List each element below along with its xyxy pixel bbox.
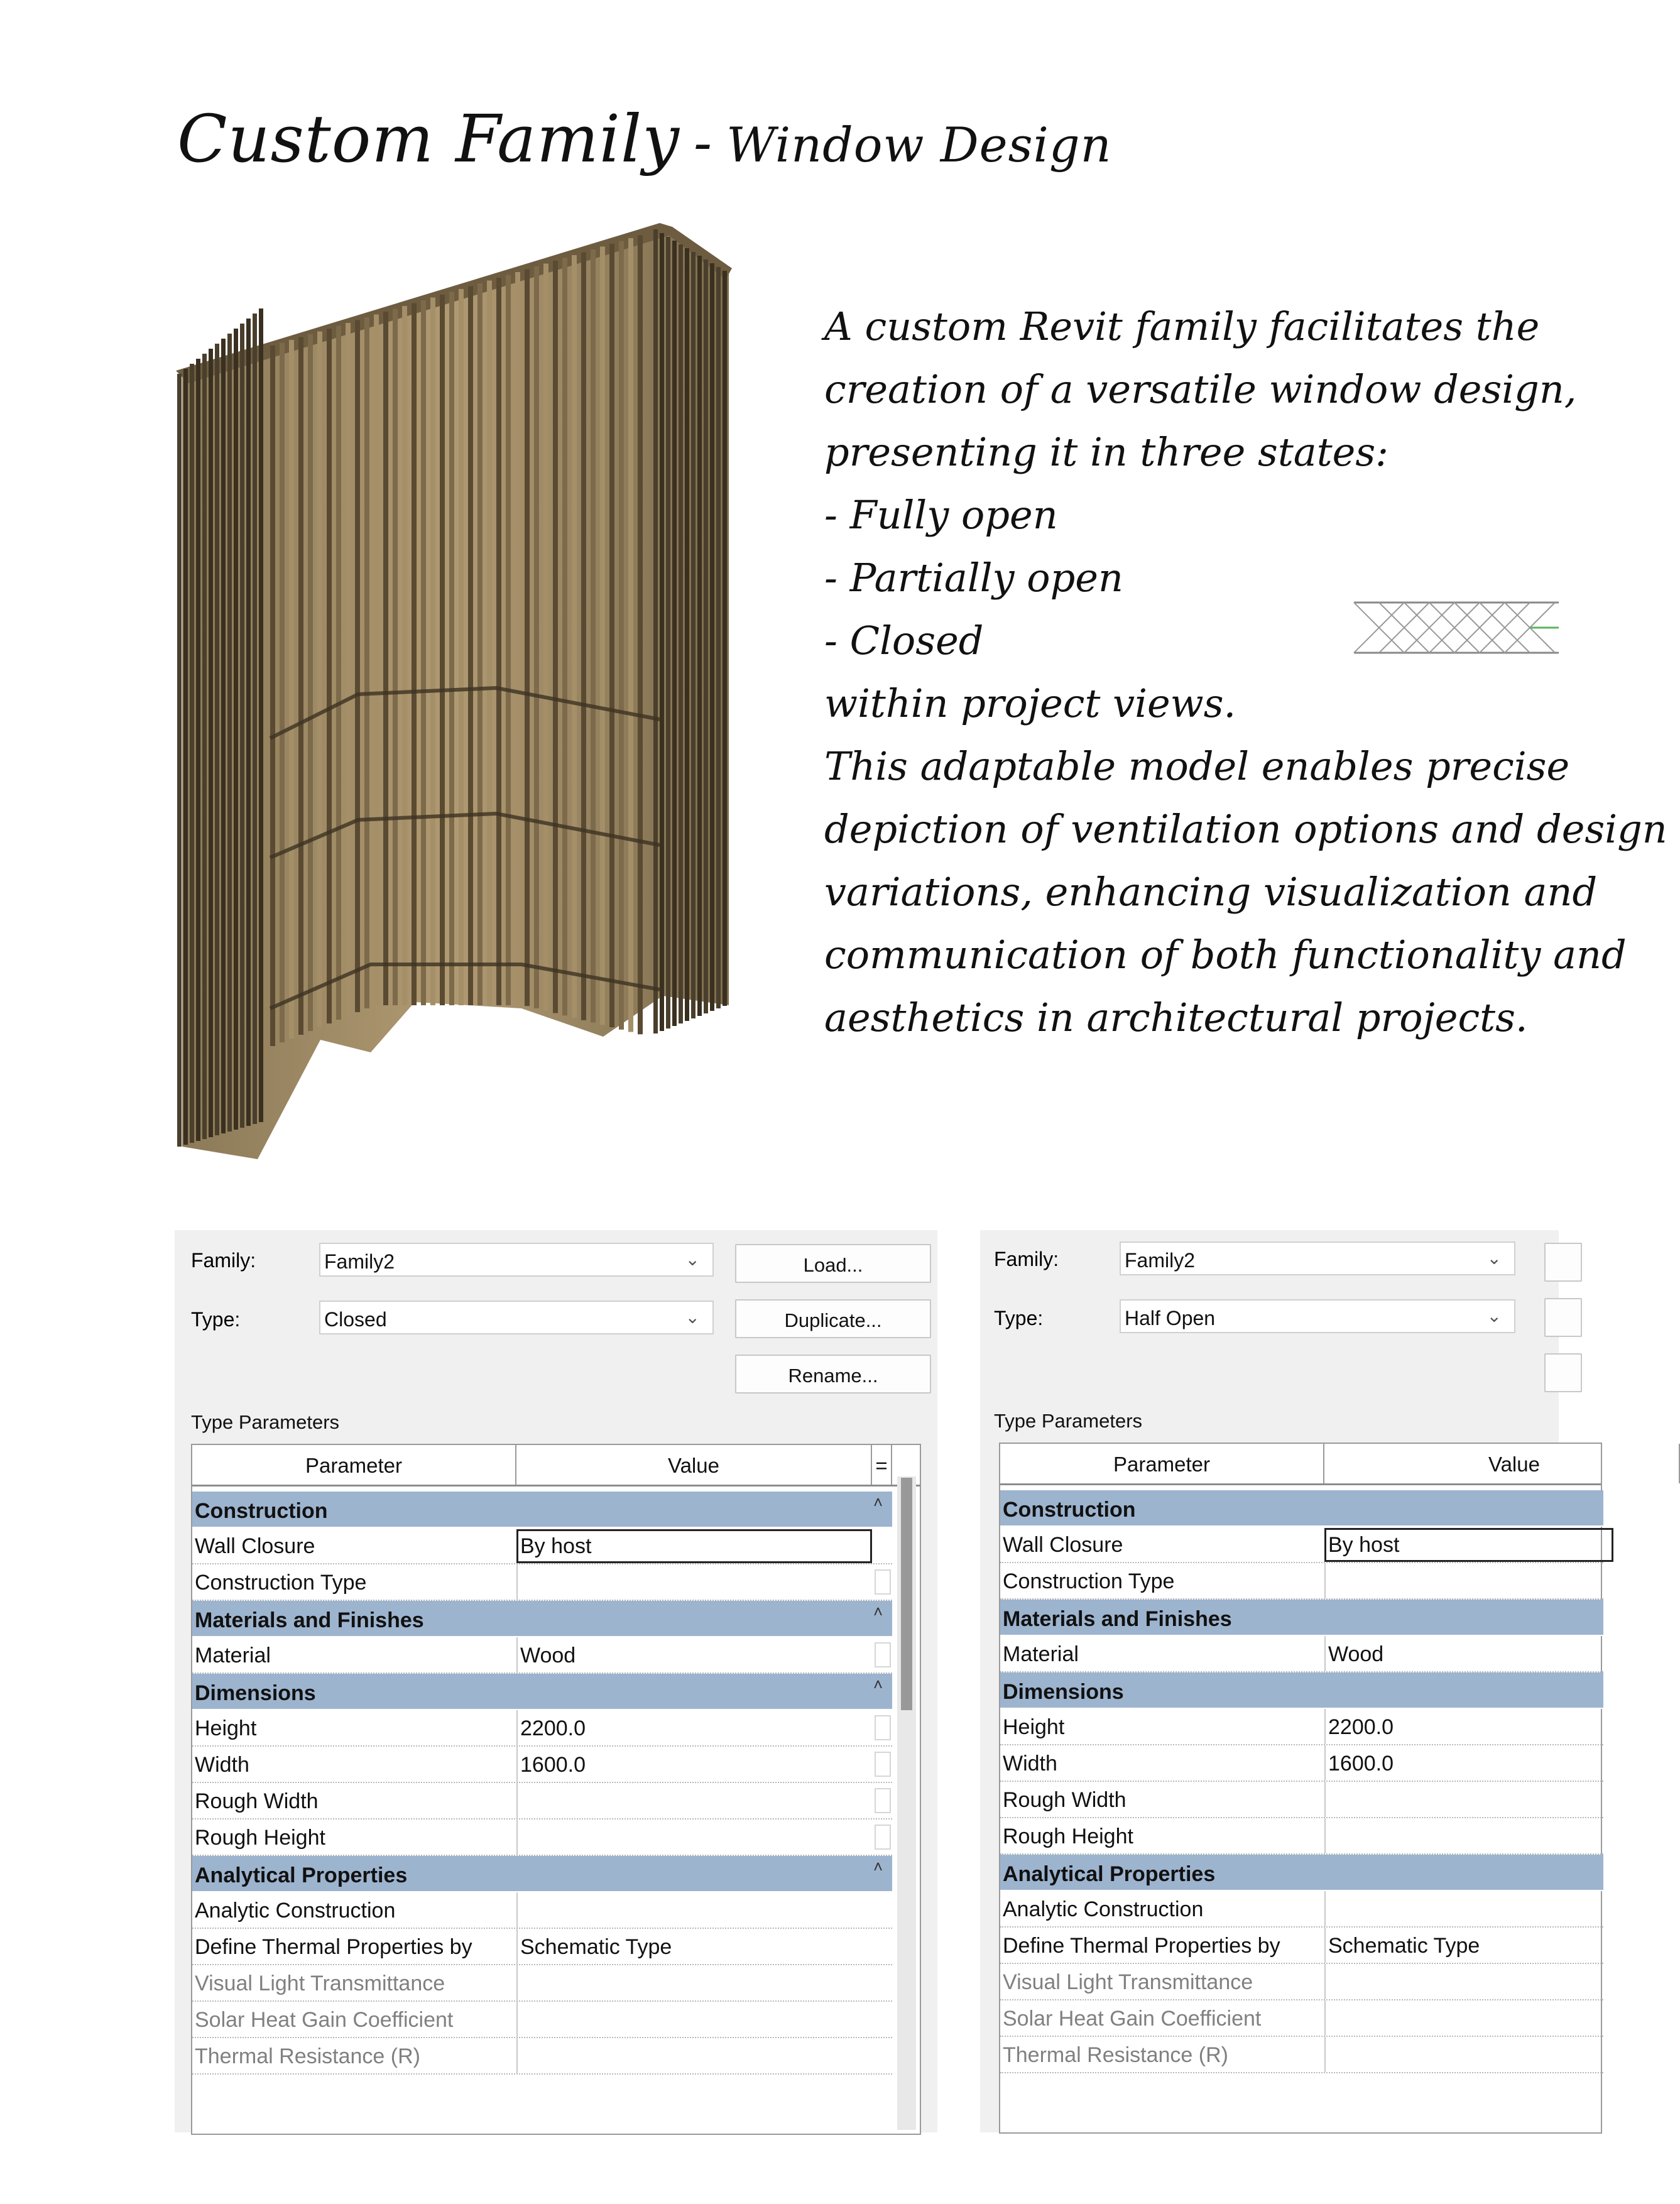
wood-slat	[440, 295, 445, 1005]
param-row-rough-width[interactable]: Rough Width	[192, 1783, 892, 1819]
wood-slat	[691, 252, 695, 1018]
group-materials[interactable]: Materials and Finishes ˄	[192, 1601, 892, 1637]
description-line: - Fully open	[824, 492, 1058, 538]
description-line: - Closed	[824, 618, 984, 663]
wood-slat	[177, 374, 182, 1147]
formula-button[interactable]	[875, 1715, 891, 1740]
param-row-material[interactable]: Material Wood	[192, 1637, 892, 1674]
wood-slat	[209, 349, 213, 1137]
wood-slat	[449, 292, 454, 1006]
wood-slat	[190, 364, 194, 1143]
group-dimensions[interactable]: Dimensions	[1000, 1672, 1603, 1709]
wood-slat	[679, 244, 683, 1023]
param-row-wall-closure[interactable]: Wall Closure By host	[192, 1528, 892, 1564]
wood-slat	[534, 266, 539, 1008]
formula-button[interactable]	[875, 1825, 891, 1850]
wood-slat	[562, 258, 567, 1016]
hatch-symbol	[1354, 601, 1559, 654]
rename-button[interactable]	[1544, 1353, 1582, 1392]
wood-slat	[227, 334, 232, 1132]
wood-slat	[496, 278, 501, 1005]
chevron-down-icon: ⌄	[685, 1307, 700, 1327]
wood-slat	[240, 324, 244, 1128]
rename-button[interactable]: Rename...	[735, 1355, 931, 1394]
param-row-construction-type[interactable]: Construction Type	[192, 1564, 892, 1601]
description-line: within project views.	[824, 680, 1236, 726]
wood-slat	[364, 317, 369, 1008]
collapse-icon[interactable]: ˄	[873, 1675, 883, 1694]
wood-slat	[477, 283, 483, 1005]
param-row-rough-height[interactable]: Rough Height	[1000, 1818, 1603, 1855]
title-sub: Window Design	[726, 117, 1112, 173]
description-line: A custom Revit family facilitates the	[824, 303, 1540, 349]
wood-slat	[600, 247, 605, 1025]
wood-slat	[581, 253, 586, 1020]
wood-slat	[685, 248, 689, 1021]
param-row-rough-width[interactable]: Rough Width	[1000, 1782, 1603, 1818]
wood-slat	[653, 229, 658, 1034]
wood-slat	[553, 261, 558, 1013]
wood-slat	[666, 237, 670, 1028]
wood-slat	[393, 309, 398, 1006]
grid-scrollbar[interactable]	[897, 1476, 916, 2130]
group-construction[interactable]: Construction	[1000, 1490, 1603, 1527]
description-line: presenting it in three states:	[824, 429, 1389, 475]
family-value: Family2	[324, 1250, 395, 1273]
wood-slat	[402, 306, 407, 1005]
family-select[interactable]	[319, 1243, 714, 1277]
wood-slat	[308, 334, 313, 1031]
wood-slat	[421, 300, 426, 1005]
wood-slat	[619, 241, 624, 1030]
type-properties-dialog-half-open	[980, 1230, 1559, 2132]
wood-slat	[591, 249, 596, 1023]
description-line: - Partially open	[824, 555, 1123, 601]
page-title	[177, 101, 1112, 177]
type-select[interactable]	[319, 1301, 714, 1334]
type-parameters-grid	[999, 1443, 1602, 2134]
type-label: Type:	[994, 1307, 1044, 1329]
wood-slat	[468, 286, 473, 1006]
wood-slat	[704, 259, 708, 1013]
type-properties-dialog-closed	[175, 1230, 937, 2132]
wood-slat	[383, 312, 388, 1005]
param-row-define-thermal[interactable]: Define Thermal Properties by Schematic Type	[192, 1929, 892, 1965]
duplicate-button[interactable]: Duplicate...	[735, 1299, 931, 1338]
param-row-height[interactable]: Height 2200.0	[1000, 1709, 1603, 1745]
wood-slat	[697, 256, 702, 1016]
description-line: aesthetics in architectural projects.	[824, 995, 1528, 1040]
chevron-down-icon: ⌄	[1486, 1306, 1502, 1326]
param-row-wall-closure[interactable]: Wall Closure By host	[1000, 1527, 1603, 1563]
wood-slat	[660, 233, 664, 1031]
param-row-rough-height[interactable]: Rough Height	[192, 1819, 892, 1856]
wood-slat	[609, 244, 614, 1027]
column-header-parameter[interactable]: Parameter	[1000, 1444, 1324, 1483]
formula-button[interactable]	[875, 1569, 891, 1595]
wood-slat	[259, 308, 263, 1122]
description-line: depiction of ventilation options and design	[824, 806, 1667, 852]
param-row-visual-light[interactable]: Visual Light Transmittance	[192, 1965, 892, 2002]
wood-slat	[221, 339, 226, 1133]
type-select[interactable]	[1120, 1299, 1515, 1333]
column-header-value[interactable]: Value	[516, 1445, 872, 1485]
wood-slat	[280, 343, 285, 1043]
window-3d-render	[170, 223, 760, 1159]
wood-slat	[487, 281, 492, 1006]
formula-button[interactable]	[875, 1788, 891, 1813]
wood-slat	[543, 264, 548, 1011]
chevron-down-icon: ⌄	[1486, 1248, 1502, 1268]
param-row-analytic-construction[interactable]: Analytic Construction	[192, 1892, 892, 1929]
description-line: variations, enhancing visualization and	[824, 869, 1598, 915]
type-label: Type:	[191, 1308, 241, 1331]
param-row-define-thermal[interactable]: Define Thermal Properties by Schematic Type	[1000, 1928, 1603, 1964]
wood-slat	[183, 369, 188, 1145]
wood-slat	[672, 241, 677, 1026]
collapse-icon[interactable]: ˄	[873, 1602, 883, 1621]
wood-slat	[196, 359, 200, 1141]
column-header-formula[interactable]: =	[872, 1445, 892, 1485]
family-label: Family:	[994, 1248, 1059, 1270]
wood-slat	[459, 289, 464, 1005]
group-analytical[interactable]: Analytical Properties ˄	[192, 1856, 892, 1892]
param-row-construction-type[interactable]: Construction Type	[1000, 1563, 1603, 1600]
wood-slat	[253, 314, 257, 1124]
type-parameters-label: Type Parameters	[191, 1411, 340, 1433]
duplicate-button[interactable]	[1544, 1298, 1582, 1337]
wood-slat	[723, 271, 727, 1006]
title-separator: -	[694, 112, 713, 175]
column-header-value[interactable]: Value	[1324, 1444, 1680, 1483]
load-button[interactable]	[1544, 1243, 1582, 1282]
wood-slat	[270, 346, 275, 1046]
wood-slat	[355, 320, 360, 1013]
wood-slat	[710, 263, 714, 1011]
wood-slat	[430, 298, 435, 1006]
formula-button[interactable]	[875, 1642, 891, 1667]
type-parameters-label: Type Parameters	[994, 1410, 1143, 1432]
wood-slat	[346, 323, 351, 1016]
family-label: Family:	[191, 1249, 256, 1272]
wood-slat	[412, 303, 417, 1006]
wood-slat	[234, 329, 238, 1130]
wood-slat	[327, 329, 332, 1023]
wood-slat	[246, 319, 251, 1126]
wood-slat	[638, 236, 643, 1035]
param-row-width[interactable]: Width 1600.0	[1000, 1745, 1603, 1782]
param-row-thermal-resistance[interactable]: Thermal Resistance (R)	[1000, 2037, 1603, 2073]
family-select[interactable]	[1120, 1241, 1515, 1275]
description-line: communication of both functionality and	[824, 932, 1627, 978]
wood-slat	[202, 354, 207, 1139]
param-row-visual-light[interactable]: Visual Light Transmittance	[1000, 1964, 1603, 2000]
group-construction[interactable]: Construction ˄	[192, 1492, 892, 1528]
wood-slat	[515, 272, 520, 1005]
wood-slat	[716, 267, 721, 1008]
wood-slat	[374, 315, 379, 1005]
type-value: Closed	[324, 1308, 387, 1331]
wood-slat	[215, 344, 219, 1135]
family-value: Family2	[1125, 1249, 1196, 1272]
group-materials[interactable]: Materials and Finishes	[1000, 1600, 1603, 1636]
wood-slat	[525, 270, 530, 1007]
param-row-thermal-resistance[interactable]: Thermal Resistance (R)	[192, 2038, 892, 2075]
param-row-solar-heat[interactable]: Solar Heat Gain Coefficient	[1000, 2000, 1603, 2037]
column-header-parameter[interactable]: Parameter	[192, 1445, 516, 1485]
collapse-icon[interactable]: ˄	[873, 1493, 883, 1512]
param-row-width[interactable]: Width 1600.0	[192, 1747, 892, 1783]
param-row-solar-heat[interactable]: Solar Heat Gain Coefficient	[192, 2002, 892, 2038]
type-parameters-grid	[191, 1444, 921, 2135]
description-text	[824, 295, 1667, 1049]
wood-slat	[289, 340, 294, 1039]
title-main: Custom Family	[177, 101, 680, 177]
formula-button[interactable]	[875, 1752, 891, 1777]
wood-slat	[572, 255, 577, 1018]
param-row-analytic-construction[interactable]: Analytic Construction	[1000, 1891, 1603, 1928]
wood-slat	[298, 337, 303, 1035]
scrollbar-thumb[interactable]	[901, 1478, 912, 1710]
wood-slat	[317, 332, 322, 1028]
group-analytical[interactable]: Analytical Properties	[1000, 1855, 1603, 1891]
type-value: Half Open	[1125, 1307, 1216, 1329]
description-line: creation of a versatile window design,	[824, 366, 1577, 412]
chevron-down-icon: ⌄	[685, 1250, 700, 1269]
load-button[interactable]: Load...	[735, 1244, 931, 1283]
grid-header	[1000, 1444, 1601, 1485]
wood-slat	[628, 238, 633, 1032]
wood-slat	[506, 275, 511, 1006]
wood-slat	[336, 326, 341, 1020]
collapse-icon[interactable]: ˄	[873, 1857, 883, 1876]
description-line: This adaptable model enables precise	[824, 743, 1570, 789]
param-row-material[interactable]: Material Wood	[1000, 1636, 1603, 1672]
param-row-height[interactable]: Height 2200.0	[192, 1710, 892, 1747]
group-dimensions[interactable]: Dimensions ˄	[192, 1674, 892, 1710]
grid-header	[192, 1445, 920, 1487]
